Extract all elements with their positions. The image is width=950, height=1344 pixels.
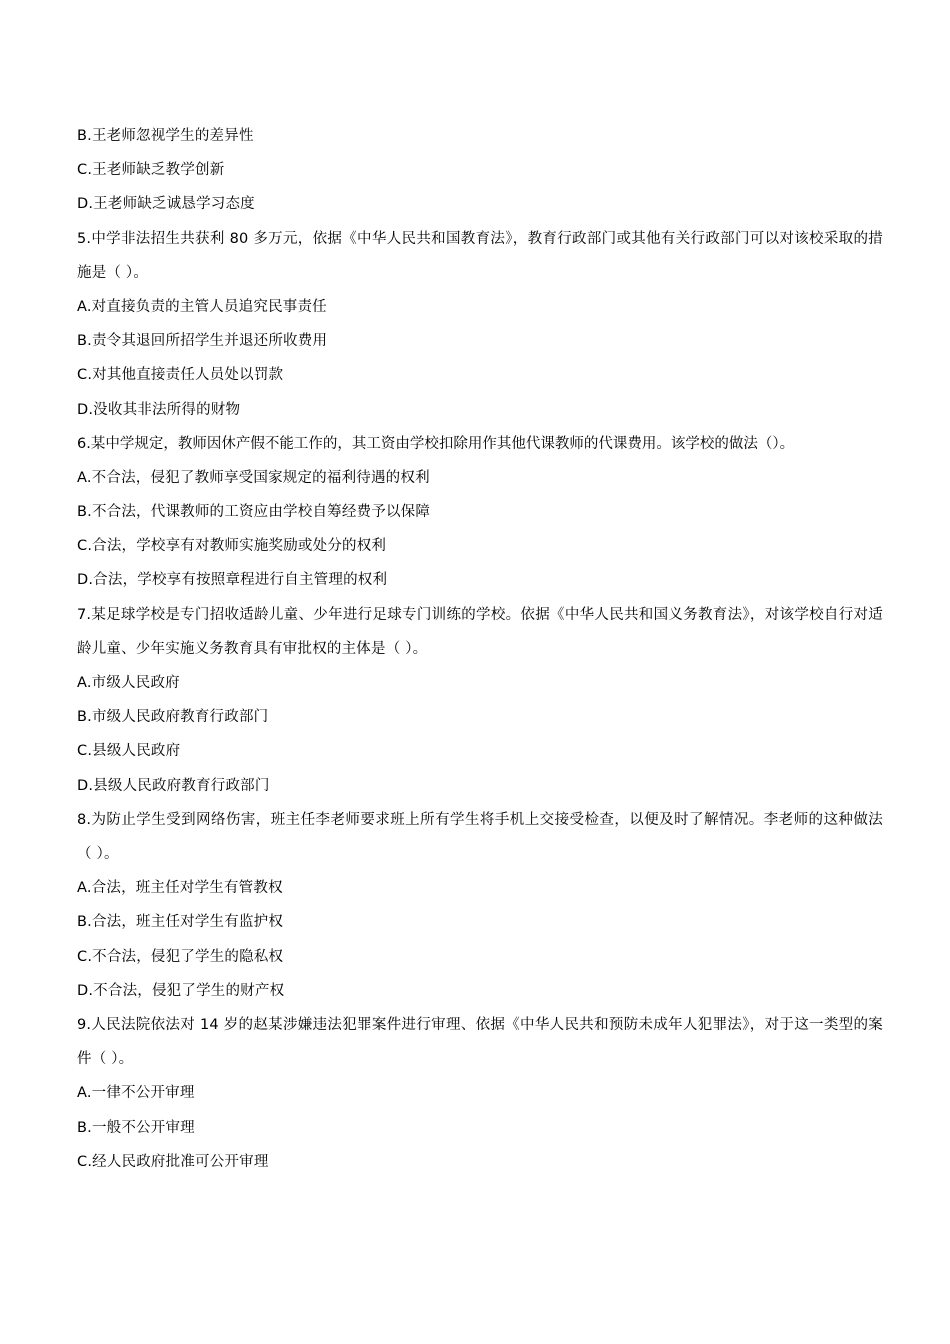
option-b: B.市级人民政府教育行政部门 xyxy=(77,709,269,726)
question-stem: 7.某足球学校是专门招收适龄儿童、少年进行足球专门训练的学校。依据《中华人民共和国义务教育法》，对该学校自行对适龄儿童、少年实施义务教育具有审批权的主体是（ ）。 xyxy=(77,606,883,657)
option-b: B.王老师忽视学生的差异性 xyxy=(77,128,254,144)
option-c: C.县级人民政府 xyxy=(77,743,181,760)
question-7 xyxy=(77,598,883,803)
question-stem: 8.为防止学生受到网络伤害，班主任李老师要求班上所有学生将手机上交接受检查，以便及时了解情况。李老师的这种做法（ ）。 xyxy=(77,811,883,863)
option-a: A.一律不公开审理 xyxy=(77,1085,195,1102)
option-c: C.对其他直接责任人员处以罚款 xyxy=(77,367,284,384)
option-c: C.不合法，侵犯了学生的隐私权 xyxy=(77,948,284,965)
option-a: A.对直接负责的主管人员追究民事责任 xyxy=(77,298,327,315)
option-c: C.合法，学校享有对教师实施奖励或处分的权利 xyxy=(77,538,387,555)
option-b: B.不合法，代课教师的工资应由学校自筹经费予以保障 xyxy=(77,504,431,521)
option-d: D.王老师缺乏诚恳学习态度 xyxy=(77,196,255,213)
question-stem: 6.某中学规定，教师因休产假不能工作的，其工资由学校扣除用作其他代课教师的代课费用。该学校的做法（）。 xyxy=(77,435,795,452)
option-a: A.市级人民政府 xyxy=(77,675,180,692)
option-d: D.没收其非法所得的财物 xyxy=(77,401,241,418)
question-9 xyxy=(77,1008,883,1179)
option-a: A.合法，班主任对学生有管教权 xyxy=(77,880,283,897)
exam-page xyxy=(77,119,883,1179)
option-b: B.责令其退回所招学生并退还所收费用 xyxy=(77,333,328,350)
question-4-continued xyxy=(77,119,883,222)
option-c: C.经人民政府批准可公开审理 xyxy=(77,1153,269,1170)
option-a: A.不合法，侵犯了教师享受国家规定的福利待遇的权利 xyxy=(77,469,430,486)
option-b: B.一般不公开审理 xyxy=(77,1119,195,1136)
question-stem: 5.中学非法招生共获利 80 多万元，依据《中华人民共和国教育法》，教育行政部门或其他有关行政部门可以对该校采取的措施是（ ）。 xyxy=(77,230,883,281)
option-d: D.县级人民政府教育行政部门 xyxy=(77,777,270,794)
question-8 xyxy=(77,803,883,1008)
question-5 xyxy=(77,222,883,427)
option-d: D.不合法，侵犯了学生的财产权 xyxy=(77,982,285,999)
question-6 xyxy=(77,427,883,598)
option-c: C.王老师缺乏教学创新 xyxy=(77,162,225,179)
option-d: D.合法，学校享有按照章程进行自主管理的权利 xyxy=(77,572,388,589)
option-b: B.合法，班主任对学生有监护权 xyxy=(77,914,284,931)
question-stem: 9.人民法院依法对 14 岁的赵某涉嫌违法犯罪案件进行审理、依据《中华人民共和预防未成年人犯罪法》，对于这一类型的案件（ ）。 xyxy=(77,1016,883,1068)
